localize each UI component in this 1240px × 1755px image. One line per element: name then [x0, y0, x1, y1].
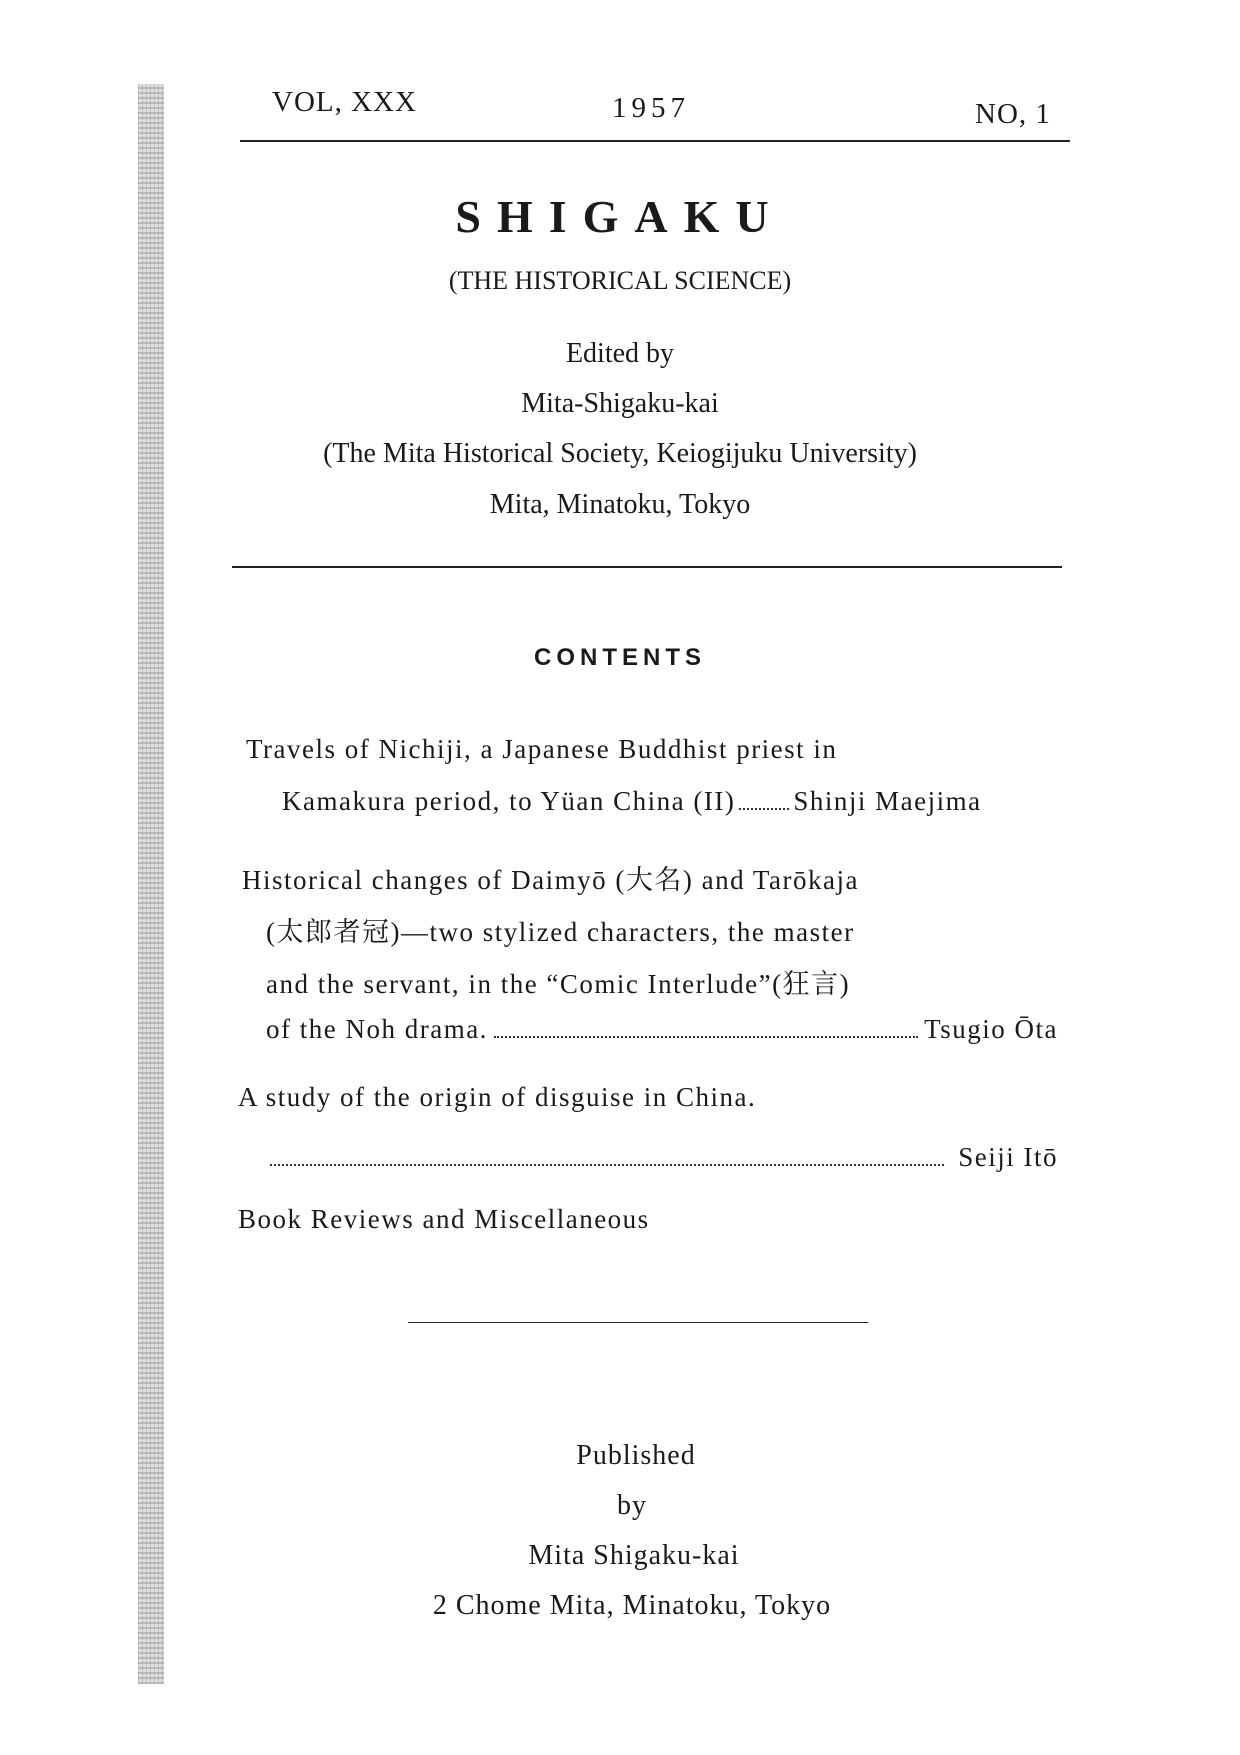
volume-label: VOL, XXX — [272, 86, 417, 118]
contents-heading: CONTENTS — [534, 644, 706, 671]
toc-entry-1-line-2 — [282, 786, 1060, 817]
toc-leader-dots — [494, 1036, 918, 1038]
masthead-rule — [232, 566, 1062, 568]
toc-entry-3-line-1: A study of the origin of disguise in China. — [238, 1082, 757, 1112]
toc-leader-dots — [739, 808, 789, 810]
toc-entry-1-title-end: Kamakura period, to Yüan China (II) — [282, 786, 736, 816]
publisher-name: Mita Shigaku-kai — [528, 1540, 740, 1571]
issue-number-label: NO, 1 — [975, 98, 1051, 130]
toc-entry-1-author: Shinji Maejima — [793, 786, 982, 816]
toc-entry-2-title-end: of the Noh drama. — [266, 1014, 488, 1044]
toc-entry-2-line-1: Historical changes of Daimyō (大名) and Tarōkaja — [242, 865, 859, 895]
editor-name: Mita-Shigaku-kai — [521, 388, 719, 419]
toc-entry-2-line-3: and the servant, in the “Comic Interlude”(狂言) — [266, 969, 851, 999]
journal-subtitle: (THE HISTORICAL SCIENCE) — [448, 266, 792, 295]
toc-entry-3-author: Seiji Itō — [958, 1142, 1058, 1172]
published-label: Published — [576, 1440, 696, 1471]
toc-leader-dots — [270, 1164, 944, 1166]
year-label: 1957 — [612, 92, 690, 124]
journal-title: SHIGAKU — [455, 191, 785, 242]
toc-entry-4: Book Reviews and Miscellaneous — [238, 1204, 650, 1234]
contents-end-rule — [408, 1322, 868, 1323]
editor-location: Mita, Minatoku, Tokyo — [489, 489, 751, 520]
toc-entry-2-line-4 — [266, 1014, 1058, 1045]
published-by-label: by — [617, 1490, 647, 1521]
header-rule — [240, 140, 1070, 142]
editor-full-name: (The Mita Historical Society, Keiogijuku University) — [323, 438, 917, 469]
toc-entry-1-line-1: Travels of Nichiji, a Japanese Buddhist priest in — [246, 734, 838, 764]
edited-by-label: Edited by — [565, 338, 675, 369]
toc-entry-2-line-2: (太郎者冠)—two stylized characters, the master — [266, 917, 855, 947]
toc-entry-2-author: Tsugio Ōta — [924, 1014, 1058, 1044]
publisher-address: 2 Chome Mita, Minatoku, Tokyo — [432, 1590, 832, 1621]
toc-entry-3-line-2 — [270, 1142, 1058, 1173]
